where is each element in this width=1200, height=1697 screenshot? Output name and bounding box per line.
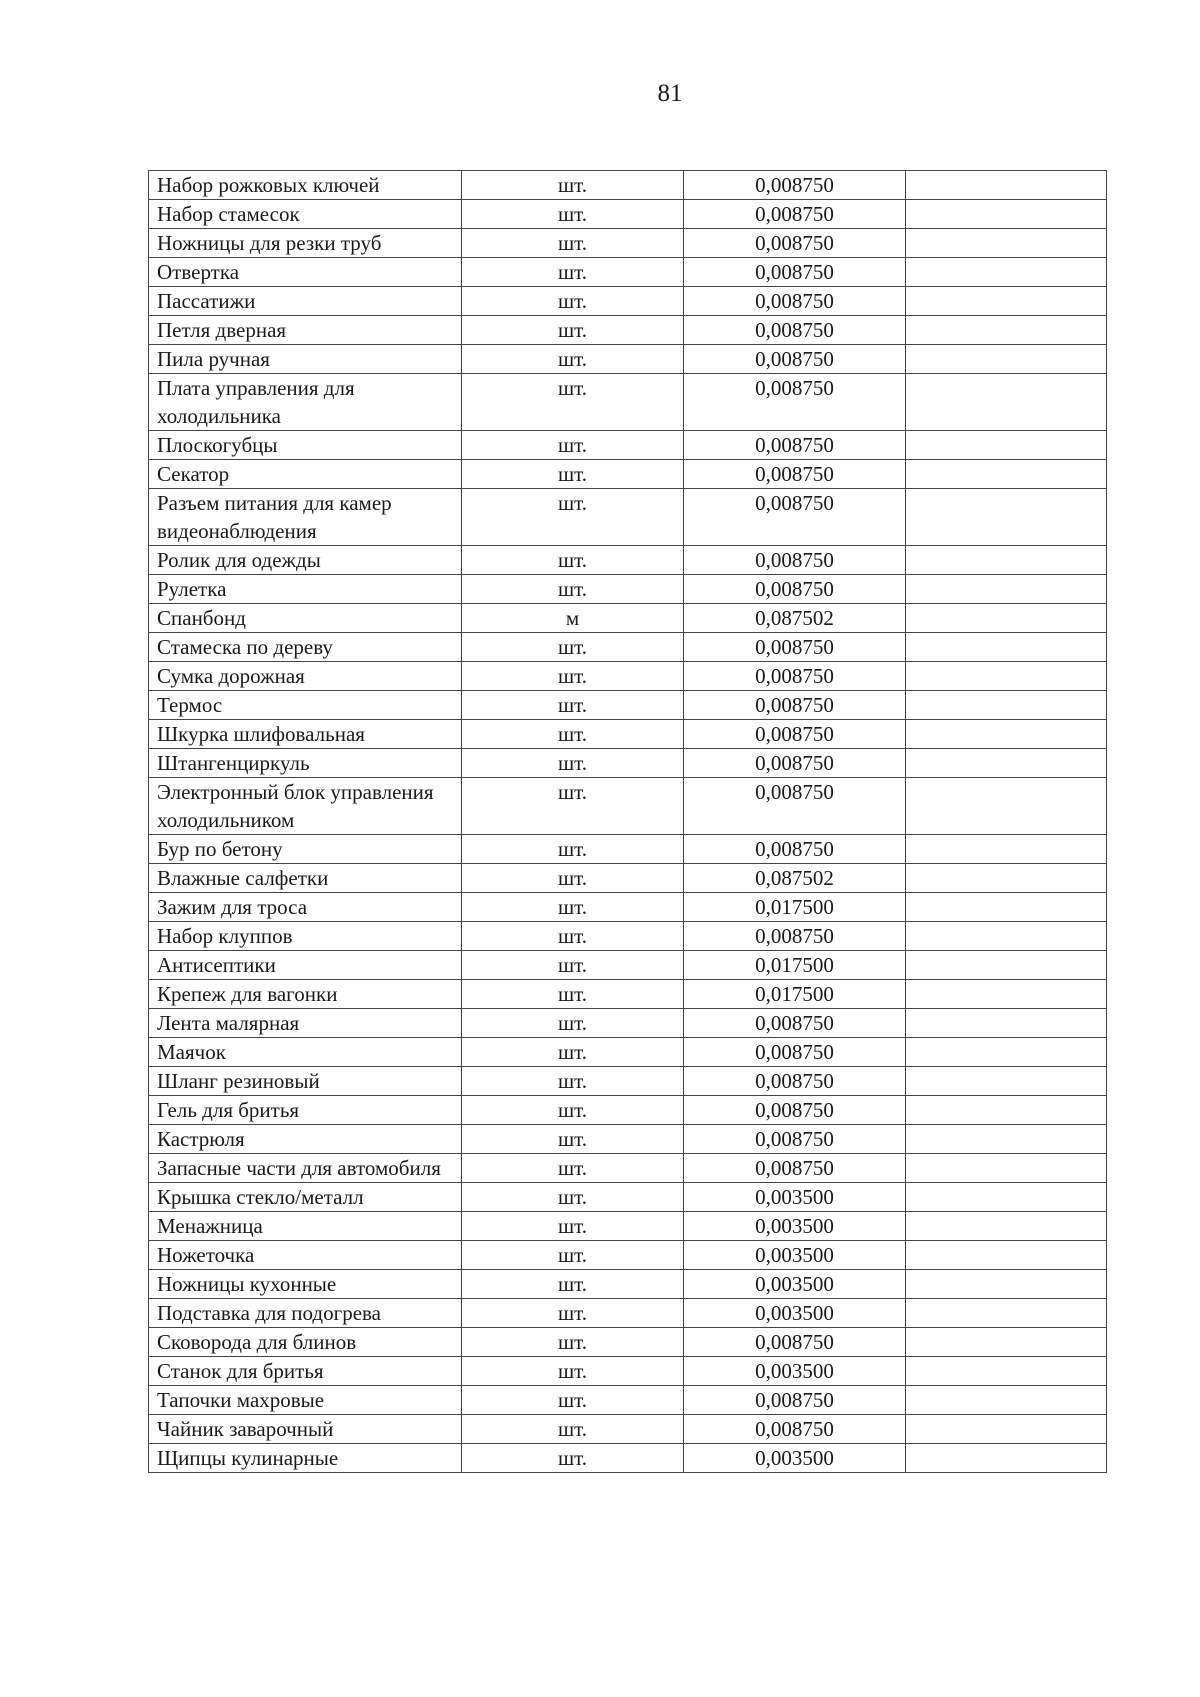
unit-cell: шт. bbox=[462, 489, 684, 546]
unit-cell: шт. bbox=[462, 460, 684, 489]
unit-cell: шт. bbox=[462, 200, 684, 229]
item-name-cell: Ролик для одежды bbox=[149, 546, 462, 575]
empty-cell bbox=[906, 1386, 1107, 1415]
item-name-cell: Маячок bbox=[149, 1038, 462, 1067]
empty-cell bbox=[906, 1357, 1107, 1386]
unit-cell: шт. bbox=[462, 864, 684, 893]
unit-cell: шт. bbox=[462, 575, 684, 604]
item-name-cell: Лента малярная bbox=[149, 1009, 462, 1038]
quantity-cell: 0,008750 bbox=[684, 200, 906, 229]
item-name-cell: Ножницы кухонные bbox=[149, 1270, 462, 1299]
empty-cell bbox=[906, 258, 1107, 287]
quantity-cell: 0,003500 bbox=[684, 1357, 906, 1386]
item-name-cell: Плоскогубцы bbox=[149, 431, 462, 460]
quantity-cell: 0,008750 bbox=[684, 1125, 906, 1154]
empty-cell bbox=[906, 1270, 1107, 1299]
table-row bbox=[149, 1444, 1107, 1473]
unit-cell: шт. bbox=[462, 662, 684, 691]
empty-cell bbox=[906, 200, 1107, 229]
empty-cell bbox=[906, 922, 1107, 951]
empty-cell bbox=[906, 374, 1107, 431]
empty-cell bbox=[906, 460, 1107, 489]
quantity-cell: 0,008750 bbox=[684, 316, 906, 345]
quantity-cell: 0,008750 bbox=[684, 1415, 906, 1444]
table-row bbox=[149, 1125, 1107, 1154]
item-name-cell: Зажим для троса bbox=[149, 893, 462, 922]
unit-cell: шт. bbox=[462, 1212, 684, 1241]
item-name-cell: Термос bbox=[149, 691, 462, 720]
item-name-cell: Отвертка bbox=[149, 258, 462, 287]
table-row bbox=[149, 460, 1107, 489]
unit-cell: шт. bbox=[462, 1415, 684, 1444]
quantity-cell: 0,008750 bbox=[684, 345, 906, 374]
table-row bbox=[149, 749, 1107, 778]
item-name-cell: Пила ручная bbox=[149, 345, 462, 374]
unit-cell: шт. bbox=[462, 980, 684, 1009]
quantity-cell: 0,008750 bbox=[684, 171, 906, 200]
table-row bbox=[149, 662, 1107, 691]
table-row bbox=[149, 1212, 1107, 1241]
table-row bbox=[149, 1357, 1107, 1386]
item-name-cell: Набор клуппов bbox=[149, 922, 462, 951]
empty-cell bbox=[906, 1067, 1107, 1096]
quantity-cell: 0,008750 bbox=[684, 431, 906, 460]
quantity-cell: 0,008750 bbox=[684, 778, 906, 835]
unit-cell: шт. bbox=[462, 431, 684, 460]
quantity-cell: 0,017500 bbox=[684, 893, 906, 922]
empty-cell bbox=[906, 749, 1107, 778]
quantity-cell: 0,008750 bbox=[684, 287, 906, 316]
unit-cell: шт. bbox=[462, 720, 684, 749]
unit-cell: шт. bbox=[462, 749, 684, 778]
table-row bbox=[149, 893, 1107, 922]
empty-cell bbox=[906, 345, 1107, 374]
empty-cell bbox=[906, 893, 1107, 922]
unit-cell: шт. bbox=[462, 778, 684, 835]
unit-cell: шт. bbox=[462, 1125, 684, 1154]
quantity-cell: 0,003500 bbox=[684, 1270, 906, 1299]
item-name-cell: Станок для бритья bbox=[149, 1357, 462, 1386]
table-row bbox=[149, 575, 1107, 604]
item-name-cell: Щипцы кулинарные bbox=[149, 1444, 462, 1473]
empty-cell bbox=[906, 1241, 1107, 1270]
quantity-cell: 0,008750 bbox=[684, 835, 906, 864]
table-row bbox=[149, 345, 1107, 374]
quantity-cell: 0,003500 bbox=[684, 1183, 906, 1212]
empty-cell bbox=[906, 575, 1107, 604]
table-row bbox=[149, 1154, 1107, 1183]
item-name-cell: Сковорода для блинов bbox=[149, 1328, 462, 1357]
unit-cell: шт. bbox=[462, 835, 684, 864]
unit-cell: шт. bbox=[462, 1154, 684, 1183]
table-row bbox=[149, 287, 1107, 316]
item-name-cell: Сумка дорожная bbox=[149, 662, 462, 691]
empty-cell bbox=[906, 720, 1107, 749]
empty-cell bbox=[906, 633, 1107, 662]
empty-cell bbox=[906, 1183, 1107, 1212]
quantity-cell: 0,008750 bbox=[684, 720, 906, 749]
table-row bbox=[149, 1299, 1107, 1328]
table-row bbox=[149, 1038, 1107, 1067]
item-name-cell: Крепеж для вагонки bbox=[149, 980, 462, 1009]
item-name-cell: Ножеточка bbox=[149, 1241, 462, 1270]
quantity-cell: 0,008750 bbox=[684, 922, 906, 951]
quantity-cell: 0,008750 bbox=[684, 460, 906, 489]
empty-cell bbox=[906, 1212, 1107, 1241]
table-row bbox=[149, 835, 1107, 864]
item-name-cell: Бур по бетону bbox=[149, 835, 462, 864]
table-row bbox=[149, 489, 1107, 546]
empty-cell bbox=[906, 1096, 1107, 1125]
empty-cell bbox=[906, 1009, 1107, 1038]
item-name-cell: Шланг резиновый bbox=[149, 1067, 462, 1096]
unit-cell: шт. bbox=[462, 1357, 684, 1386]
unit-cell: шт. bbox=[462, 1009, 684, 1038]
quantity-cell: 0,087502 bbox=[684, 864, 906, 893]
table-row bbox=[149, 1241, 1107, 1270]
quantity-cell: 0,008750 bbox=[684, 489, 906, 546]
empty-cell bbox=[906, 171, 1107, 200]
unit-cell: шт. bbox=[462, 1270, 684, 1299]
table-row bbox=[149, 1415, 1107, 1444]
item-name-cell: Тапочки махровые bbox=[149, 1386, 462, 1415]
unit-cell: шт. bbox=[462, 1299, 684, 1328]
empty-cell bbox=[906, 1038, 1107, 1067]
quantity-cell: 0,008750 bbox=[684, 374, 906, 431]
quantity-cell: 0,008750 bbox=[684, 575, 906, 604]
quantity-cell: 0,008750 bbox=[684, 229, 906, 258]
unit-cell: шт. bbox=[462, 546, 684, 575]
item-name-cell: Антисептики bbox=[149, 951, 462, 980]
empty-cell bbox=[906, 691, 1107, 720]
quantity-cell: 0,087502 bbox=[684, 604, 906, 633]
item-name-cell: Набор стамесок bbox=[149, 200, 462, 229]
item-name-cell: Электронный блок управления холодильником bbox=[149, 778, 462, 835]
empty-cell bbox=[906, 546, 1107, 575]
table-row bbox=[149, 1270, 1107, 1299]
table-row bbox=[149, 229, 1107, 258]
quantity-cell: 0,008750 bbox=[684, 633, 906, 662]
table-row bbox=[149, 980, 1107, 1009]
table-row bbox=[149, 1386, 1107, 1415]
item-name-cell: Рулетка bbox=[149, 575, 462, 604]
item-name-cell: Петля дверная bbox=[149, 316, 462, 345]
quantity-cell: 0,003500 bbox=[684, 1212, 906, 1241]
unit-cell: шт. bbox=[462, 633, 684, 662]
unit-cell: шт. bbox=[462, 1096, 684, 1125]
item-name-cell: Пассатижи bbox=[149, 287, 462, 316]
table-row bbox=[149, 431, 1107, 460]
table-row bbox=[149, 951, 1107, 980]
item-name-cell: Подставка для подогрева bbox=[149, 1299, 462, 1328]
unit-cell: шт. bbox=[462, 691, 684, 720]
item-name-cell: Кастрюля bbox=[149, 1125, 462, 1154]
unit-cell: шт. bbox=[462, 1328, 684, 1357]
table-row bbox=[149, 171, 1107, 200]
unit-cell: шт. bbox=[462, 171, 684, 200]
table-row bbox=[149, 604, 1107, 633]
table-row bbox=[149, 1009, 1107, 1038]
unit-cell: шт. bbox=[462, 951, 684, 980]
item-name-cell: Набор рожковых ключей bbox=[149, 171, 462, 200]
table-row bbox=[149, 1096, 1107, 1125]
empty-cell bbox=[906, 1444, 1107, 1473]
quantity-cell: 0,008750 bbox=[684, 1154, 906, 1183]
item-name-cell: Разъем питания для камер видеонаблюдения bbox=[149, 489, 462, 546]
table-row bbox=[149, 720, 1107, 749]
unit-cell: шт. bbox=[462, 922, 684, 951]
quantity-cell: 0,008750 bbox=[684, 749, 906, 778]
empty-cell bbox=[906, 1415, 1107, 1444]
table-row bbox=[149, 546, 1107, 575]
quantity-cell: 0,003500 bbox=[684, 1241, 906, 1270]
item-name-cell: Гель для бритья bbox=[149, 1096, 462, 1125]
quantity-cell: 0,008750 bbox=[684, 1067, 906, 1096]
empty-cell bbox=[906, 287, 1107, 316]
empty-cell bbox=[906, 1299, 1107, 1328]
table-row bbox=[149, 1067, 1107, 1096]
empty-cell bbox=[906, 951, 1107, 980]
table-row bbox=[149, 922, 1107, 951]
unit-cell: шт. bbox=[462, 1038, 684, 1067]
empty-cell bbox=[906, 662, 1107, 691]
table-row bbox=[149, 316, 1107, 345]
empty-cell bbox=[906, 431, 1107, 460]
empty-cell bbox=[906, 980, 1107, 1009]
unit-cell: шт. bbox=[462, 1241, 684, 1270]
empty-cell bbox=[906, 1125, 1107, 1154]
table-row bbox=[149, 1183, 1107, 1212]
quantity-cell: 0,008750 bbox=[684, 691, 906, 720]
unit-cell: шт. bbox=[462, 287, 684, 316]
unit-cell: шт. bbox=[462, 1444, 684, 1473]
empty-cell bbox=[906, 316, 1107, 345]
empty-cell bbox=[906, 489, 1107, 546]
empty-cell bbox=[906, 229, 1107, 258]
unit-cell: шт. bbox=[462, 893, 684, 922]
table-row bbox=[149, 1328, 1107, 1357]
table-row bbox=[149, 200, 1107, 229]
item-name-cell: Шкурка шлифовальная bbox=[149, 720, 462, 749]
empty-cell bbox=[906, 864, 1107, 893]
item-name-cell: Запасные части для автомобиля bbox=[149, 1154, 462, 1183]
quantity-cell: 0,008750 bbox=[684, 1386, 906, 1415]
quantity-cell: 0,008750 bbox=[684, 1328, 906, 1357]
table-row bbox=[149, 864, 1107, 893]
quantity-cell: 0,003500 bbox=[684, 1444, 906, 1473]
page-number: 81 bbox=[657, 80, 683, 107]
unit-cell: шт. bbox=[462, 229, 684, 258]
item-name-cell: Ножницы для резки труб bbox=[149, 229, 462, 258]
items-table bbox=[148, 170, 1107, 1473]
empty-cell bbox=[906, 1328, 1107, 1357]
unit-cell: шт. bbox=[462, 1067, 684, 1096]
quantity-cell: 0,008750 bbox=[684, 1009, 906, 1038]
unit-cell: шт. bbox=[462, 258, 684, 287]
item-name-cell: Менажница bbox=[149, 1212, 462, 1241]
table-row bbox=[149, 258, 1107, 287]
unit-cell: шт. bbox=[462, 1386, 684, 1415]
item-name-cell: Плата управления для холодильника bbox=[149, 374, 462, 431]
item-name-cell: Крышка стекло/металл bbox=[149, 1183, 462, 1212]
empty-cell bbox=[906, 835, 1107, 864]
quantity-cell: 0,008750 bbox=[684, 1038, 906, 1067]
empty-cell bbox=[906, 1154, 1107, 1183]
item-name-cell: Стамеска по дереву bbox=[149, 633, 462, 662]
table-row bbox=[149, 374, 1107, 431]
unit-cell: шт. bbox=[462, 345, 684, 374]
quantity-cell: 0,017500 bbox=[684, 980, 906, 1009]
quantity-cell: 0,008750 bbox=[684, 662, 906, 691]
unit-cell: м bbox=[462, 604, 684, 633]
quantity-cell: 0,008750 bbox=[684, 1096, 906, 1125]
quantity-cell: 0,008750 bbox=[684, 258, 906, 287]
unit-cell: шт. bbox=[462, 316, 684, 345]
item-name-cell: Штангенциркуль bbox=[149, 749, 462, 778]
item-name-cell: Секатор bbox=[149, 460, 462, 489]
empty-cell bbox=[906, 604, 1107, 633]
items-table-body bbox=[149, 171, 1107, 1473]
quantity-cell: 0,017500 bbox=[684, 951, 906, 980]
empty-cell bbox=[906, 778, 1107, 835]
quantity-cell: 0,008750 bbox=[684, 546, 906, 575]
item-name-cell: Спанбонд bbox=[149, 604, 462, 633]
table-row bbox=[149, 633, 1107, 662]
quantity-cell: 0,003500 bbox=[684, 1299, 906, 1328]
item-name-cell: Влажные салфетки bbox=[149, 864, 462, 893]
table-row bbox=[149, 778, 1107, 835]
unit-cell: шт. bbox=[462, 1183, 684, 1212]
table-row bbox=[149, 691, 1107, 720]
item-name-cell: Чайник заварочный bbox=[149, 1415, 462, 1444]
unit-cell: шт. bbox=[462, 374, 684, 431]
